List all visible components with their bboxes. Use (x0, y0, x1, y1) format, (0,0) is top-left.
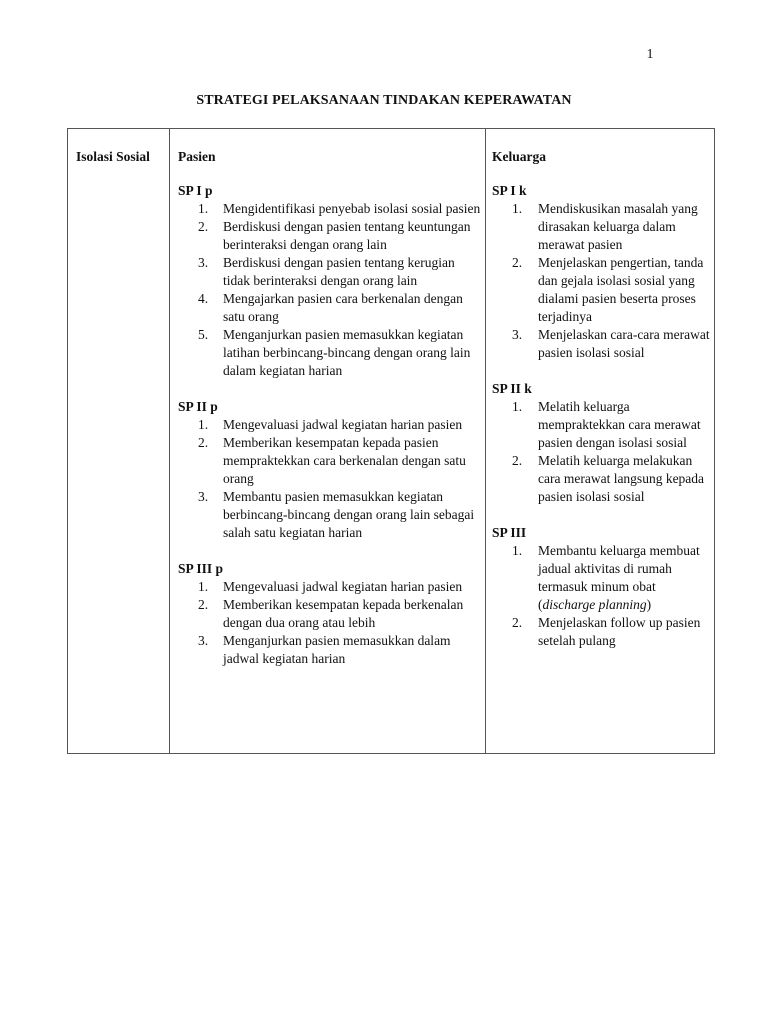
sp-list (178, 416, 485, 542)
sp-label: SP II k (492, 381, 532, 396)
page-title: STRATEGI PELAKSANAAN TINDAKAN KEPERAWATAN (196, 93, 572, 108)
sp-list (178, 200, 485, 380)
row-label: Isolasi Sosial (76, 149, 150, 164)
list-item: 1. Mendiskusikan masalah yang dirasakan keluarga dalam merawat pasien (512, 201, 698, 252)
keluarga-column (486, 129, 715, 754)
keluarga-header: Keluarga (492, 149, 546, 164)
italic-phrase: discharge planning (542, 597, 647, 612)
list-item: 2. Melatih keluarga melakukan cara merawat langsung kepada pasien isolasi sosial (512, 453, 705, 504)
sp-list (178, 578, 485, 668)
row-label-cell (68, 129, 170, 754)
list-item: 3. Menjelaskan cara-cara merawat pasien isolasi sosial (512, 327, 710, 360)
list-item: 2. Menjelaskan follow up pasien setelah pulang (512, 615, 701, 648)
list-item: 2. Berdiskusi dengan pasien tentang keuntungan berinteraksi dengan orang lain (198, 219, 471, 252)
sp-label: SP I p (178, 183, 213, 198)
page-number: 1 (646, 47, 654, 62)
list-item: 3. Membantu pasien memasukkan kegiatan berbincang-bincang dengan orang lain sebagai salah satu kegiatan harian (198, 489, 475, 540)
list-item: 3. Berdiskusi dengan pasien tentang kerugian tidak berinteraksi dengan orang lain (198, 255, 455, 288)
list-item: 1. Melatih keluarga mempraktekkan cara merawat pasien dengan isolasi sosial (512, 399, 701, 450)
pasien-header: Pasien (178, 149, 216, 164)
sp-label: SP III p (178, 561, 224, 576)
sp-label: SP II p (178, 399, 218, 414)
sp-list (492, 200, 710, 362)
sp-list (492, 398, 710, 506)
list-item: 1. Mengevaluasi jadwal kegiatan harian pasien (198, 417, 463, 432)
list-item: 1. Mengidentifikasi penyebab isolasi sosial pasien (198, 201, 481, 216)
list-item: 5. Menganjurkan pasien memasukkan kegiatan latihan berbincang-bincang dengan orang lain dalam kegiatan harian (198, 327, 471, 378)
list-item: 2. Memberikan kesempatan kepada pasien mempraktekkan cara berkenalan dengan satu orang (198, 435, 466, 486)
list-item: 1. Mengevaluasi jadwal kegiatan harian pasien (198, 579, 463, 594)
sp-label: SP III (492, 525, 527, 540)
sp-list (492, 542, 710, 650)
pasien-column (170, 129, 486, 754)
strategy-table (67, 128, 715, 754)
list-item: 1. Membantu keluarga membuat jadual aktivitas di rumah termasuk minum obat (discharge planning) (512, 543, 700, 612)
list-item: 2. Memberikan kesempatan kepada berkenalan dengan dua orang atau lebih (198, 597, 464, 630)
list-item: 4. Mengajarkan pasien cara berkenalan dengan satu orang (198, 291, 463, 324)
table-row (68, 129, 715, 754)
list-item: 3. Menganjurkan pasien memasukkan dalam jadwal kegiatan harian (198, 633, 451, 666)
list-item: 2. Menjelaskan pengertian, tanda dan gejala isolasi sosial yang dialami pasien beserta proses terjadinya (512, 255, 704, 324)
sp-label: SP I k (492, 183, 527, 198)
